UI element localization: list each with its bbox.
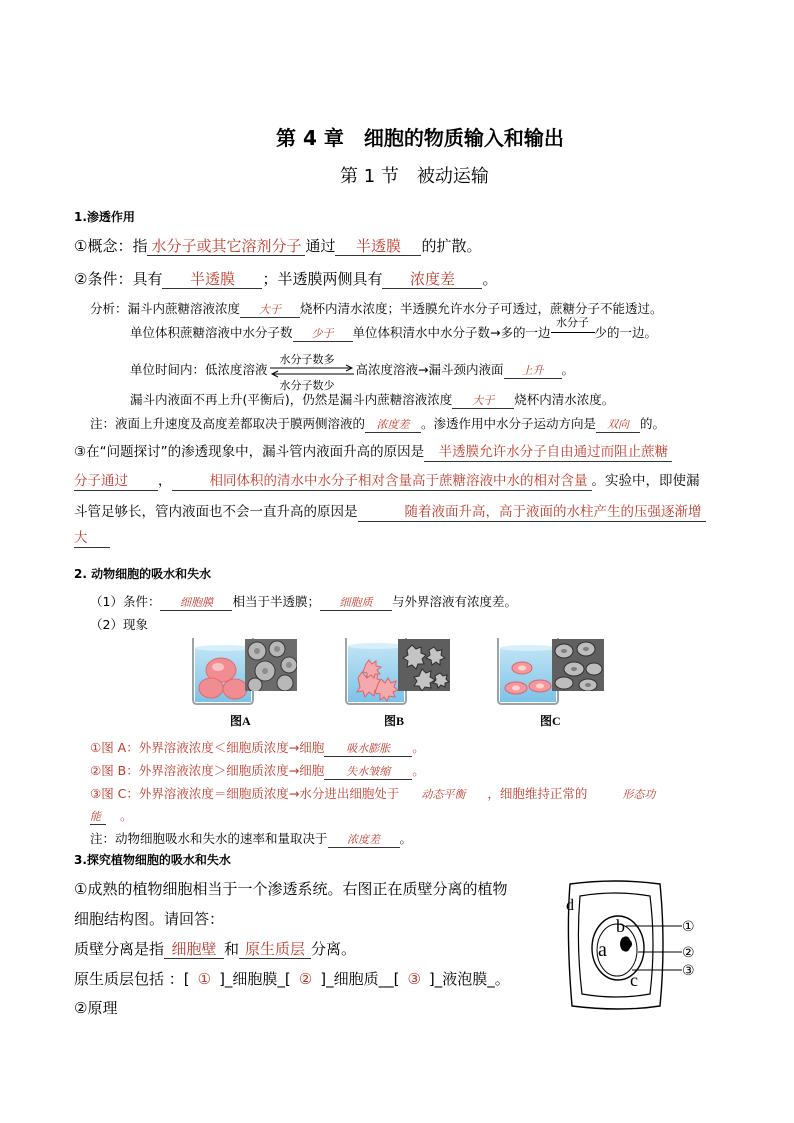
diagram-label-n1: ① bbox=[682, 919, 695, 935]
phenomenon-b-line: ②图 B：外界溶液浓度＞细胞质浓度→细胞 失水皱缩 。 bbox=[90, 763, 425, 778]
section-1-heading: 1.渗透作用 bbox=[74, 210, 135, 224]
micrograph-b bbox=[398, 639, 450, 691]
arrow-bottom-label: 水分子数少 bbox=[279, 378, 335, 392]
micrograph-c bbox=[552, 639, 604, 691]
figure-b-caption: 图B bbox=[384, 714, 405, 728]
phenomenon-label: （2）现象 bbox=[90, 617, 148, 632]
double-arrow-icon bbox=[268, 364, 356, 378]
plant-line-4: 原生质层包括 ：[ ① ]_细胞膜_[ ② ]_细胞质__[ ③ ]_液泡膜_。 bbox=[74, 970, 510, 988]
arrow-label: 水分子 bbox=[556, 316, 589, 329]
condition-2-line: （1）条件： 细胞膜 相当于半透膜； 细胞质 与外界溶液有浓度差。 bbox=[90, 594, 517, 609]
page-subtitle: 第 1 节 被动运输 bbox=[340, 166, 489, 187]
analysis-line-3: 单位时间内：低浓度溶液 水分子数多 水分子数少 高浓度溶液→漏斗颈内液面 上升 。 bbox=[130, 352, 575, 392]
question-3-line-4: 大 bbox=[74, 530, 110, 548]
right-arrow-icon bbox=[551, 332, 595, 333]
concept-line: ①概念：指 水分子或其它溶剂分子 通过 半透膜 的扩散。 bbox=[74, 237, 482, 255]
micrograph-a bbox=[245, 639, 297, 691]
analysis-line-2: 单位体积蔗糖溶液中水分子数 少于 单位体积清水中水分子数→多的一边 水分子 少的一边。 bbox=[130, 316, 658, 340]
note-line-1: 注：液面上升速度及高度差都取决于膜两侧溶液的 浓度差 。渗透作用中水分子运动方向是 双向 的。 bbox=[90, 416, 666, 431]
figure-c-caption: 图C bbox=[540, 714, 561, 728]
diagram-label-n3: ③ bbox=[682, 963, 695, 979]
plant-line-1: ①成熟的植物细胞相当于一个渗透系统。右图正在质壁分离的植物 bbox=[74, 880, 508, 898]
arrow-top-label: 水分子数多 bbox=[279, 352, 335, 366]
question-3-line-3: 斗管足够长，管内液面也不会一直升高的原因是 随着液面升高，高于液面的水柱产生的压强逐渐增 bbox=[74, 500, 706, 522]
figure-a-caption: 图A bbox=[230, 714, 251, 728]
diagram-label-c: c bbox=[630, 970, 638, 990]
section-3-heading: 3.探究植物细胞的吸水和失水 bbox=[74, 853, 231, 867]
plant-line-5: ②原理 bbox=[74, 999, 118, 1017]
phenomenon-c-line: ③图 C：外界溶液浓度＝细胞质浓度→水分进出细胞处于 动态平衡 ，细胞维持正常的 形态功 bbox=[90, 786, 656, 801]
note-2-line: 注：动物细胞吸水和失水的速率和量取决于 浓度差 。 bbox=[90, 831, 413, 846]
diagram-label-d: d bbox=[566, 897, 574, 914]
page-title: 第 4 章 细胞的物质输入和输出 bbox=[276, 126, 564, 150]
diagram-label-b: b bbox=[616, 916, 625, 936]
plant-cell-diagram bbox=[560, 874, 710, 1014]
question-3-line-2: 分子通过 ， 相同体积的清水中水分子相对含量高于蔗糖溶液中水的相对含量 。实验中，即使漏 bbox=[74, 473, 700, 489]
diagram-label-a: a bbox=[598, 939, 607, 961]
section-2-heading: 2. 动物细胞的吸水和失水 bbox=[74, 567, 212, 581]
analysis-line-1: 分析：漏斗内蔗糖溶液浓度 大于 烧杯内清水浓度；半透膜允许水分子可透过，蔗糖分子不能透过。 bbox=[90, 301, 663, 316]
phenomenon-a-line: ①图 A：外界溶液浓度＜细胞质浓度→细胞 吸水膨胀 。 bbox=[90, 740, 425, 755]
diagram-label-n2: ② bbox=[682, 945, 695, 961]
analysis-line-4: 漏斗内液面不再上升(平衡后)，仍然是漏斗内蔗糖溶液浓度 大于 烧杯内清水浓度。 bbox=[130, 392, 615, 407]
question-3-line-1: ③在“问题探讨”的渗透现象中，漏斗管内液面升高的原因是 半透膜允许水分子自由通过而阻止蔗糖 bbox=[74, 440, 672, 462]
plant-line-3: 质壁分离是指 细胞壁 和 原生质层 分离。 bbox=[74, 940, 357, 958]
phenomenon-c-line-2: 能 。 bbox=[90, 808, 133, 823]
condition-line: ②条件：具有 半透膜 ；半透膜两侧具有 浓度差 。 bbox=[74, 270, 498, 288]
plant-line-2: 细胞结构图。请回答： bbox=[74, 910, 225, 928]
